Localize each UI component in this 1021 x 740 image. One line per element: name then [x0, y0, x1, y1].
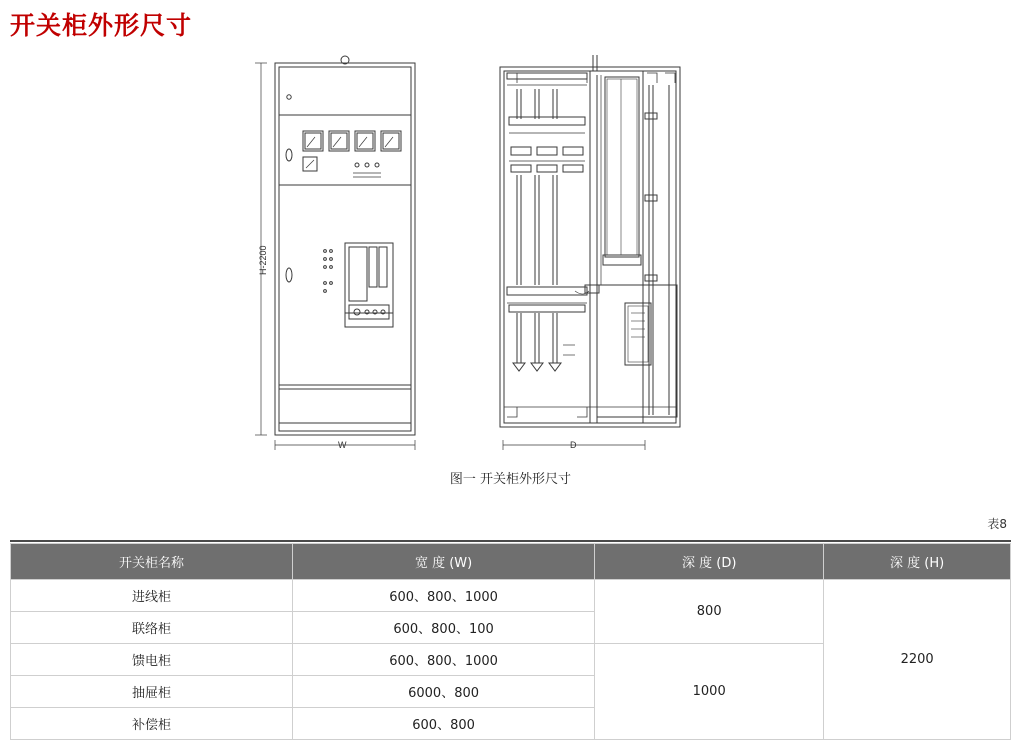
cell-width: 600、800、100: [292, 612, 594, 644]
cell-width: 600、800、1000: [292, 580, 594, 612]
cell-cabinet-name: 抽屉柜: [11, 676, 293, 708]
table-header-depth: 深 度 (D): [595, 544, 824, 580]
cell-width: 600、800、1000: [292, 644, 594, 676]
cell-width: 600、800: [292, 708, 594, 740]
cabinet-drawing: [245, 55, 715, 455]
cell-width: 6000、800: [292, 676, 594, 708]
width-dimension-label: W: [338, 440, 347, 450]
cell-cabinet-name: 馈电柜: [11, 644, 293, 676]
cabinet-drawing-svg: [245, 55, 715, 455]
table-header-name: 开关柜名称: [11, 544, 293, 580]
depth-dimension-label: D: [570, 440, 577, 450]
cell-cabinet-name: 补偿柜: [11, 708, 293, 740]
page-title: 开关柜外形尺寸: [10, 11, 193, 40]
specification-table: [10, 543, 1011, 740]
table-header-height: 深 度 (H): [824, 544, 1011, 580]
cell-cabinet-name: 进线柜: [11, 580, 293, 612]
table-row: [11, 580, 1011, 612]
table-header-row: [11, 544, 1011, 580]
table-number: 表8: [987, 517, 1007, 531]
cell-depth: 800: [595, 580, 824, 644]
figure-caption: 图一 开关柜外形尺寸: [449, 472, 572, 487]
table-header-width: 宽 度 (W): [292, 544, 594, 580]
height-dimension-label: H-2200: [258, 245, 268, 275]
cell-depth: 1000: [595, 644, 824, 740]
table-top-rule: [10, 540, 1011, 542]
cell-cabinet-name: 联络柜: [11, 612, 293, 644]
cell-height: 2200: [824, 580, 1011, 740]
